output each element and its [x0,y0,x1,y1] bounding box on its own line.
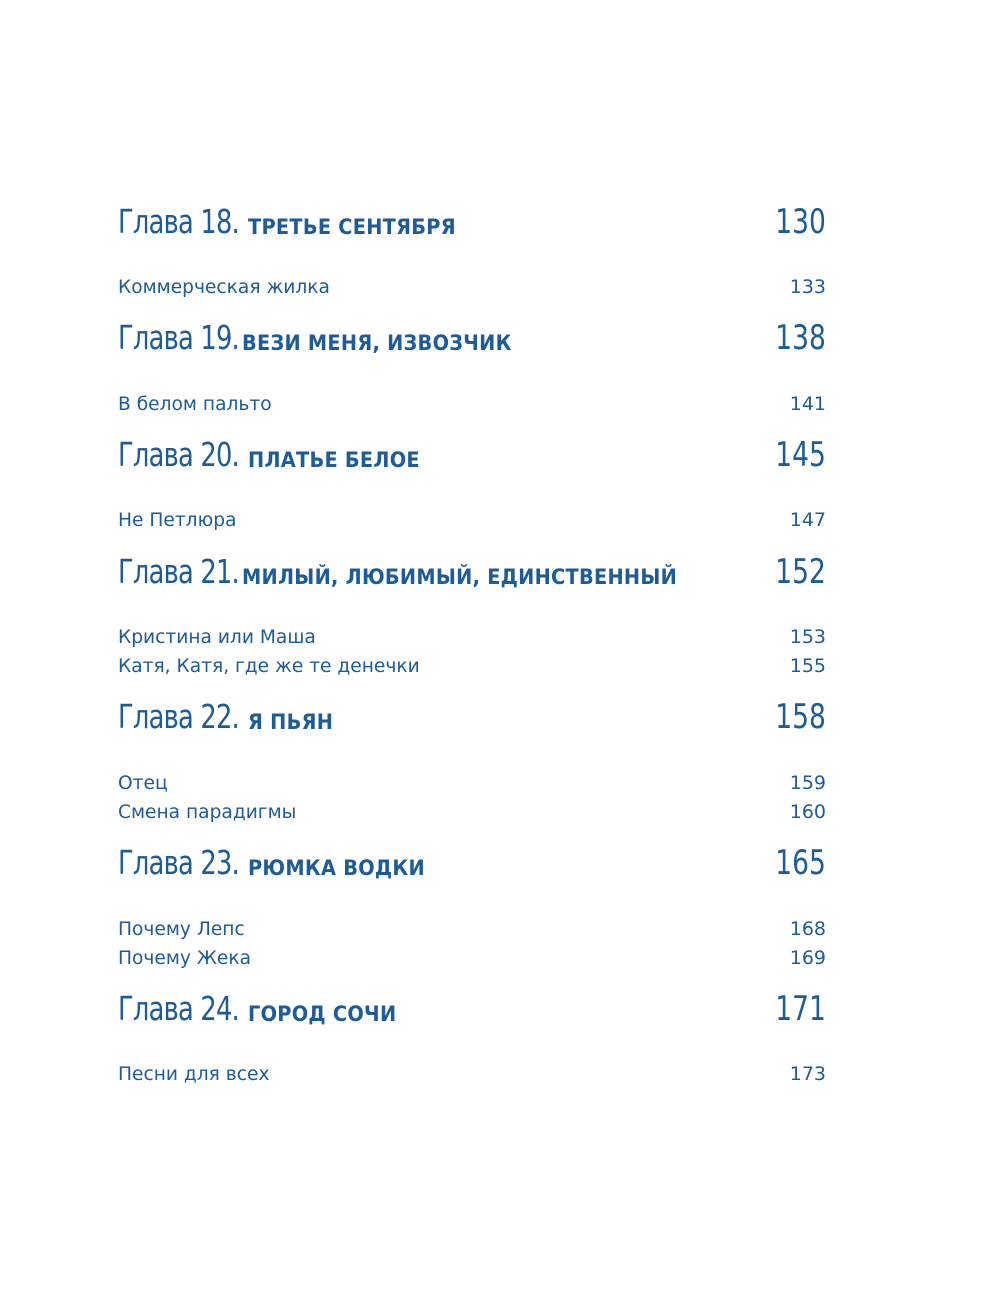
section-title: Коммерческая жилка [118,276,330,298]
chapter-title: МИЛЫЙ, ЛЮБИМЫЙ, ЕДИНСТВЕННЫЙ [242,565,678,589]
toc-chapter-19[interactable] [118,318,826,366]
chapter-page-number: 171 [775,989,826,1029]
chapter-page-number: 138 [775,318,826,358]
toc-section[interactable] [118,624,826,650]
section-title: Песни для всех [118,1063,270,1085]
chapter-page-number: 130 [775,202,826,242]
section-page-number: 141 [789,393,826,415]
toc-chapter-20[interactable] [118,435,826,483]
section-page-number: 147 [789,509,826,531]
toc-section[interactable] [118,653,826,679]
toc-section[interactable] [118,916,826,942]
section-title: Катя, Катя, где же те денечки [118,655,420,677]
chapter-title: ВЕЗИ МЕНЯ, ИЗВОЗЧИК [242,331,512,355]
chapter-label: Глава 19. [118,318,239,357]
table-of-contents [118,0,826,1299]
toc-chapter-18[interactable] [118,202,826,250]
chapter-page-number: 152 [775,552,826,592]
section-page-number: 169 [789,947,826,969]
section-title: Почему Жека [118,947,252,969]
section-title: Кристина или Маша [118,626,316,648]
section-page-number: 173 [789,1063,826,1085]
section-page-number: 133 [789,276,826,298]
chapter-page-number: 158 [775,697,826,737]
toc-section[interactable] [118,770,826,796]
section-page-number: 155 [789,655,826,677]
chapter-title: ПЛАТЬЕ БЕЛОЕ [248,448,420,472]
chapter-title: ГОРОД СОЧИ [248,1002,397,1026]
chapter-label: Глава 21. [118,552,239,591]
section-page-number: 160 [789,801,826,823]
toc-section[interactable] [118,945,826,971]
section-title: Смена парадигмы [118,801,297,823]
chapter-page-number: 165 [775,843,826,883]
toc-section[interactable] [118,799,826,825]
section-page-number: 153 [789,626,826,648]
chapter-label: Глава 23. [118,843,239,882]
chapter-label: Глава 22. [118,697,239,736]
toc-section[interactable] [118,391,826,417]
chapter-title: Я ПЬЯН [248,710,334,734]
chapter-label: Глава 24. [118,989,239,1028]
chapter-title: ТРЕТЬЕ СЕНТЯБРЯ [248,215,456,239]
toc-chapter-24[interactable] [118,989,826,1037]
toc-chapter-22[interactable] [118,697,826,745]
chapter-label: Глава 20. [118,435,239,474]
section-title: В белом пальто [118,393,272,415]
section-page-number: 159 [789,772,826,794]
chapter-label: Глава 18. [118,202,239,241]
toc-section[interactable] [118,274,826,300]
toc-section[interactable] [118,1061,826,1087]
toc-section[interactable] [118,507,826,533]
toc-chapter-23[interactable] [118,843,826,891]
toc-chapter-21[interactable] [118,552,826,600]
section-page-number: 168 [789,918,826,940]
chapter-title: РЮМКА ВОДКИ [248,856,425,880]
section-title: Не Петлюра [118,509,237,531]
section-title: Почему Лепс [118,918,245,940]
section-title: Отец [118,772,168,794]
chapter-page-number: 145 [775,435,826,475]
